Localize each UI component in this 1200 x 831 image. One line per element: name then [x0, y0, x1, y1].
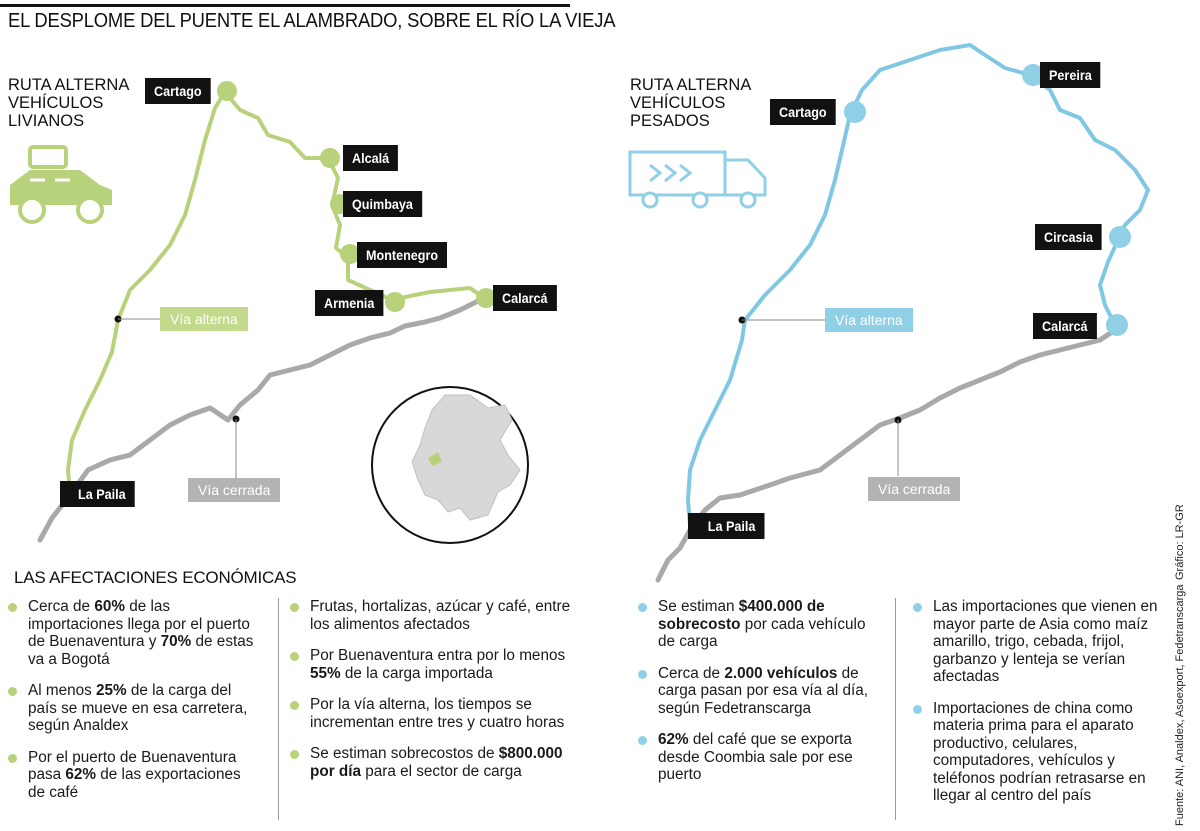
effect-text: de las exportaciones de café — [28, 766, 241, 801]
left-route-title: RUTA ALTERNA VEHÍCULOS LIVIANOS — [8, 76, 130, 130]
column-divider-2 — [895, 598, 896, 820]
city-label-cartago-right: Cartago — [770, 99, 836, 125]
circasia-node — [1109, 226, 1131, 248]
city-label-montenegro: Montenegro — [357, 242, 447, 268]
effect-text: de carga pasan por esa vía al día, según Fedetranscarga — [658, 664, 869, 717]
column-divider-1 — [278, 598, 279, 820]
effect-highlight: 62% — [658, 731, 689, 748]
effect-text: Cerca de — [28, 598, 95, 615]
effect-highlight: 60% — [94, 598, 125, 615]
effects-column-4 — [913, 598, 1158, 819]
effect-text: de la carga importada — [340, 664, 493, 682]
effect-text: Por el puerto de Buenaventura pasa — [28, 748, 237, 783]
effects-column-3 — [638, 598, 878, 798]
effect-text: de estas va a Bogotá — [28, 633, 254, 668]
effect-bullet — [290, 745, 580, 780]
effect-bullet — [8, 598, 256, 668]
effects-title: LAS AFECTACIONES ECONÓMICAS — [14, 568, 297, 587]
city-label-la-paila-right: La Paila — [688, 513, 764, 539]
effect-highlight: 70% — [160, 633, 192, 650]
effect-bullet — [913, 700, 1158, 805]
effect-text: Se estiman — [658, 598, 739, 615]
source-credit: Fuente: ANI, Analdex, Asoexport, Fedetranscarga — [1174, 584, 1186, 826]
cartago-node-right — [844, 101, 866, 123]
effect-text: del café que se exporta desde Coombia sale por ese puerto — [658, 731, 853, 783]
right-closed-road — [658, 330, 1115, 580]
city-label-cartago: Cartago — [145, 78, 211, 104]
cartago-node — [217, 81, 237, 101]
city-label-quimbaya: Quimbaya — [343, 191, 422, 217]
city-label-circasia: Circasia — [1035, 224, 1102, 250]
effect-bullet — [638, 665, 878, 718]
effect-bullet — [913, 598, 1158, 686]
city-label-armenia: Armenia — [315, 290, 383, 316]
car-icon — [10, 147, 112, 222]
effect-highlight: $800.000 por día — [310, 745, 563, 780]
closed-road-tag-left: Vía cerrada — [188, 478, 280, 502]
effect-highlight: $400.000 de sobrecosto — [658, 598, 825, 633]
effect-highlight: 25% — [96, 682, 127, 699]
effect-bullet — [638, 598, 878, 651]
effect-text: Se estiman sobrecostos de — [310, 745, 499, 762]
effect-text: Al menos — [28, 682, 97, 699]
city-label-calarca: Calarcá — [493, 285, 557, 311]
effect-bullet — [8, 749, 256, 802]
effect-text: Importaciones de china como materia prima para el aparato productivo, celulares, computadores, vehículos y teléfonos podrían retrasarse en llegar al centro del país — [933, 699, 1146, 804]
effect-text: Cerca de — [658, 664, 725, 682]
effect-text: por cada vehículo de carga — [658, 615, 866, 650]
effect-text: Las importaciones que vienen en mayor parte de Asia como maíz amarillo, trigo, cebada, frijol, garbanzo y lenteja se verían afectadas — [933, 598, 1158, 685]
effect-highlight: 2.000 vehículos — [724, 664, 838, 682]
calarca-node-right — [1106, 314, 1128, 336]
closed-road-tag-right: Vía cerrada — [868, 477, 960, 501]
effect-text: de la carga del país se mueve en esa carretera, según Analdex — [28, 682, 248, 734]
effect-highlight: 55% — [310, 664, 341, 682]
effect-highlight: 62% — [65, 766, 97, 783]
city-label-la-paila: La Paila — [60, 481, 135, 507]
graphic-credit: Gráfico: LR-GR — [1174, 504, 1186, 580]
truck-icon — [630, 152, 765, 207]
city-label-alcala: Alcalá — [343, 145, 398, 171]
city-label-calarca-right: Calarcá — [1033, 313, 1097, 339]
effects-column-1 — [8, 598, 256, 815]
page-title: EL DESPLOME DEL PUENTE EL ALAMBRADO, SOBRE EL RÍO LA VIEJA — [8, 10, 616, 32]
right-alternate-road — [688, 45, 1148, 525]
effect-text: Por la vía alterna, los tiempos se incrementan entre tres y cuatro horas — [310, 696, 565, 731]
effect-text: de las importaciones llega por el puerto de Buenaventura y — [28, 598, 250, 650]
effect-text: Por Buenaventura entra por lo menos — [310, 647, 566, 664]
effects-column-2 — [290, 598, 580, 794]
city-label-pereira: Pereira — [1040, 62, 1101, 88]
right-route-title: RUTA ALTERNA VEHÍCULOS PESADOS — [630, 76, 752, 130]
effect-bullet — [638, 731, 878, 784]
effect-text: para el sector de carga — [361, 762, 522, 780]
effect-text: Frutas, hortalizas, azúcar y café, entre los alimentos afectados — [310, 598, 571, 633]
armenia-node — [385, 292, 405, 312]
alt-route-tag-left: Vía alterna — [160, 307, 248, 331]
effect-bullet — [8, 682, 256, 735]
effect-bullet — [290, 598, 580, 633]
effect-bullet — [290, 696, 580, 731]
alt-route-tag-right: Vía alterna — [825, 308, 913, 332]
alcala-node — [320, 148, 340, 168]
effect-bullet — [290, 647, 580, 682]
